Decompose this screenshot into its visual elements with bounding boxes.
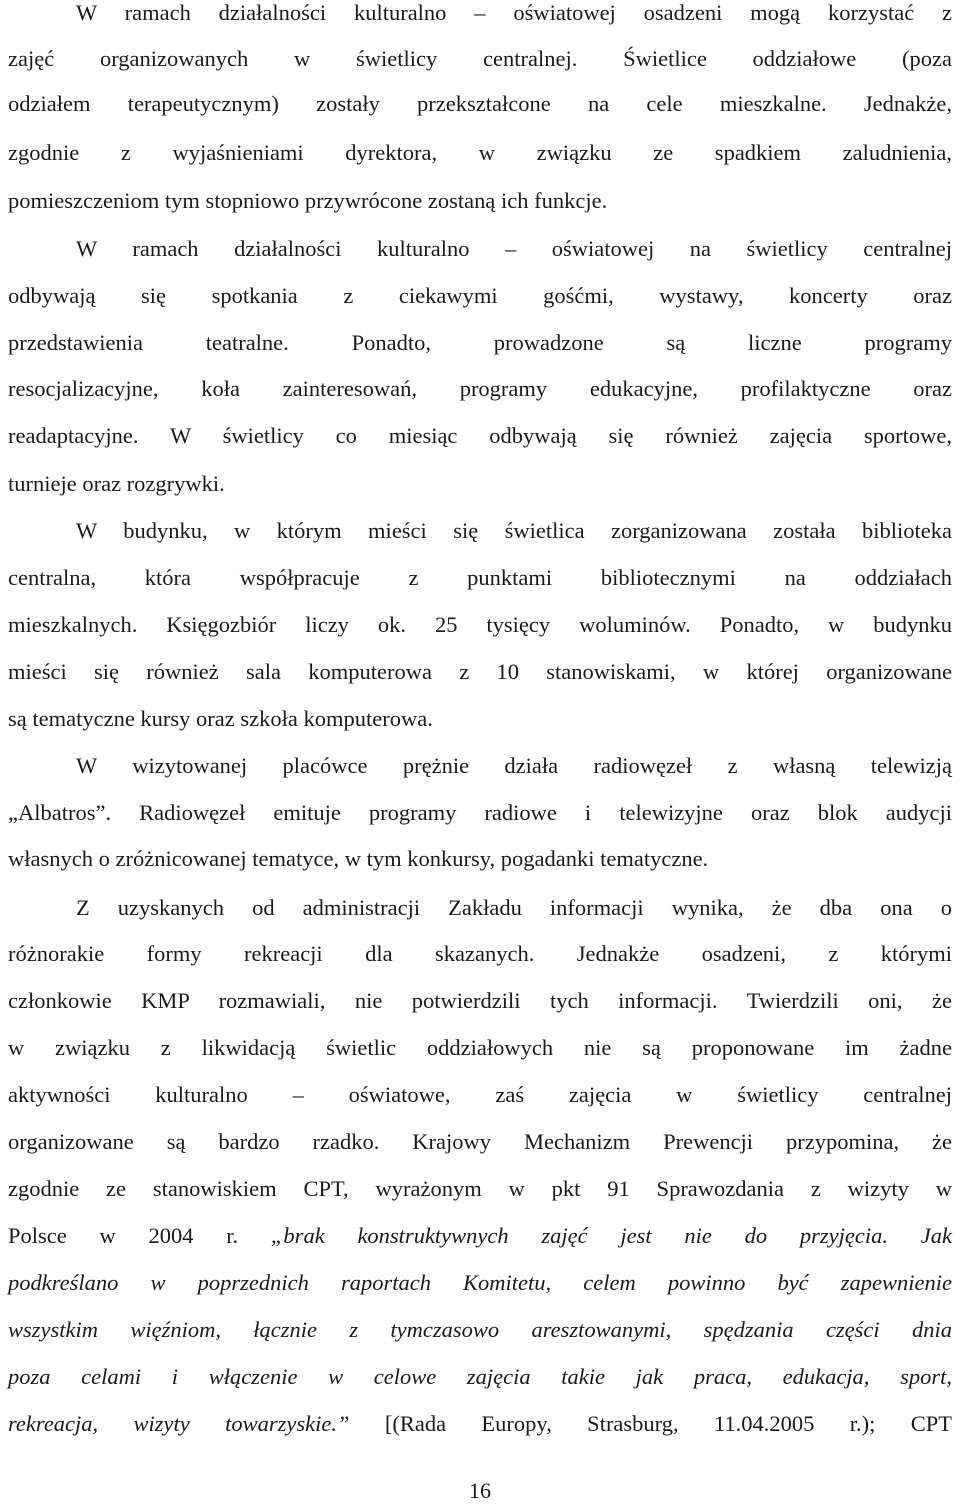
paragraph-line: odbywają się spotkania z ciekawymi gośćmi, wystawy, koncerty oraz [8, 283, 952, 308]
quote-text: rekreacja, wizyty towarzyskie.” [8, 1411, 350, 1436]
paragraph-line: w związku z likwidacją świetlic oddziałowych nie są proponowane im żadne [8, 1035, 952, 1060]
quote-text: podkreślano w poprzednich raportach Komitetu, celem powinno być zapewnienie [8, 1270, 952, 1295]
paragraph-line: „Albatros”. Radiowęzeł emituje programy radiowe i telewizyjne oraz blok audycji [8, 800, 952, 825]
paragraph-line: turnieje oraz rozgrywki. [8, 471, 225, 496]
paragraph-line: zgodnie ze stanowiskiem CPT, wyrażonym w pkt 91 Sprawozdania z wizyty w [8, 1176, 952, 1201]
paragraph-line: różnorakie formy rekreacji dla skazanych. Jednakże osadzeni, z którymi [8, 941, 952, 966]
citation-text: [(Rada Europy, Strasburg, 11.04.2005 r.); CPT [349, 1411, 952, 1436]
paragraph-line: W ramach działalności kulturalno – oświatowej na świetlicy centralnej [76, 236, 952, 261]
paragraph-line: aktywności kulturalno – oświatowe, zaś zajęcia w świetlicy centralnej [8, 1082, 952, 1107]
paragraph-line: członkowie KMP rozmawiali, nie potwierdzili tych informacji. Twierdzili oni, że [8, 988, 952, 1013]
paragraph-line [8, 1307, 952, 1353]
paragraph-line: mieszkalnych. Księgozbiór liczy ok. 25 tysięcy woluminów. Ponadto, w budynku [8, 612, 952, 637]
paragraph-line [8, 1213, 952, 1259]
paragraph-line: readaptacyjne. W świetlicy co miesiąc odbywają się również zajęcia sportowe, [8, 423, 952, 448]
paragraph-line: przedstawienia teatralne. Ponadto, prowadzone są liczne programy [8, 330, 952, 355]
paragraph-line: W ramach działalności kulturalno – oświatowej osadzeni mogą korzystać z [76, 0, 952, 25]
page-number: 16 [469, 1478, 491, 1503]
quote-text: poza celami i włączenie w celowe zajęcia takie jak praca, edukacja, sport, [8, 1364, 952, 1389]
paragraph-line: pomieszczeniom tym stopniowo przywrócone zostaną ich funkcje. [8, 188, 608, 213]
paragraph-line: odziałem terapeutycznym) zostały przekształcone na cele mieszkalne. Jednakże, [8, 91, 952, 116]
document-page [8, 0, 952, 1505]
paragraph-line: własnych o zróżnicowanej tematyce, w tym konkursy, pogadanki tematyczne. [8, 846, 709, 871]
paragraph-line: zajęć organizowanych w świetlicy centralnej. Świetlice oddziałowe (poza [8, 46, 952, 71]
paragraph-line: organizowane są bardzo rzadko. Krajowy Mechanizm Prewencji przypomina, że [8, 1129, 952, 1154]
paragraph-line: są tematyczne kursy oraz szkoła komputerowa. [8, 706, 433, 731]
quote-text: wszystkim więźniom, łącznie z tymczasowo aresztowanymi, spędzania części dnia [8, 1317, 952, 1342]
paragraph-line: centralna, która współpracuje z punktami bibliotecznymi na oddziałach [8, 565, 952, 590]
paragraph-line [8, 1354, 952, 1400]
paragraph-line: W budynku, w którym mieści się świetlica zorganizowana została biblioteka [76, 518, 952, 543]
line-text: Polsce w 2004 r. [8, 1223, 271, 1248]
paragraph-line: zgodnie z wyjaśnieniami dyrektora, w związku ze spadkiem zaludnienia, [8, 140, 952, 165]
paragraph-line: resocjalizacyjne, koła zainteresowań, programy edukacyjne, profilaktyczne oraz [8, 376, 952, 401]
paragraph-line [8, 1401, 952, 1447]
paragraph-line: Z uzyskanych od administracji Zakładu informacji wynika, że dba ona o [76, 895, 952, 920]
quote-text: „brak konstruktywnych zajęć jest nie do przyjęcia. Jak [270, 1223, 952, 1248]
paragraph-line [8, 1260, 952, 1306]
paragraph-line: mieści się również sala komputerowa z 10 stanowiskami, w której organizowane [8, 659, 952, 684]
paragraph-line: W wizytowanej placówce prężnie działa radiowęzeł z własną telewizją [76, 753, 952, 778]
